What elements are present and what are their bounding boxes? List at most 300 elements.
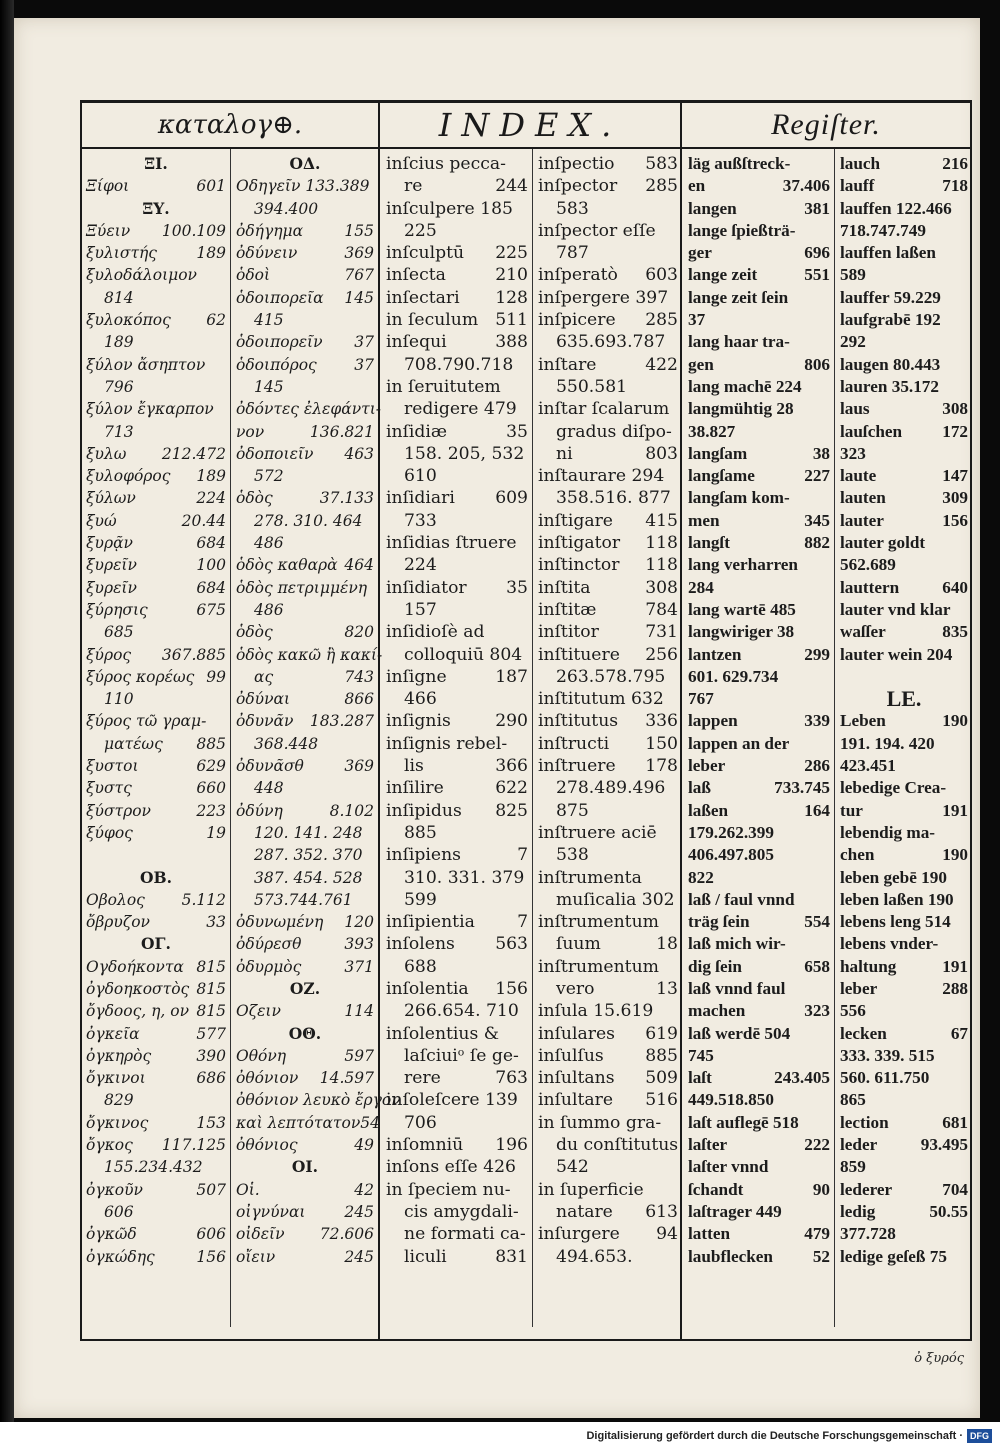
entry-page-numbers: 323 — [804, 1001, 830, 1021]
index-entry — [840, 933, 968, 955]
german-column-2 — [840, 153, 968, 1268]
entry-term: ledig — [840, 1201, 876, 1221]
index-entry — [236, 510, 374, 532]
entry-term: ὀδυρμὸς — [236, 957, 302, 976]
index-entry — [386, 1134, 528, 1156]
entry-page-numbers: 5.112 — [181, 890, 226, 909]
entry-term: gradus diſpo- — [556, 421, 672, 442]
index-entry — [688, 933, 830, 955]
entry-page-numbers: 308 — [942, 399, 968, 419]
entry-page-numbers: 733.745 — [774, 778, 830, 798]
entry-term: inſpectio — [538, 154, 615, 174]
entry-term: laß — [688, 778, 711, 798]
index-entry — [386, 733, 528, 755]
entry-page-numbers: 369 — [344, 757, 374, 776]
entry-term: lange zeit — [688, 265, 758, 285]
index-entry — [840, 421, 968, 443]
index-entry — [386, 956, 528, 978]
entry-page-numbers: 820 — [344, 623, 374, 642]
entry-term: ſchandt — [688, 1179, 744, 1199]
entry-page-numbers: 509 — [645, 1068, 678, 1089]
index-entry — [236, 242, 374, 264]
entry-term: liculi — [404, 1246, 447, 1267]
entry-term: ledige geſeß 75 — [840, 1246, 947, 1266]
entry-term: inſtaurare 294 — [538, 466, 665, 487]
entry-page-numbers: 597 — [344, 1046, 374, 1065]
digitization-footer — [0, 1422, 1000, 1450]
entry-term: 685 — [104, 623, 134, 642]
entry-term: leber — [840, 978, 878, 998]
entry-page-numbers: 20.44 — [181, 511, 226, 530]
entry-page-numbers: 150 — [645, 733, 678, 754]
entry-term: latten — [688, 1224, 731, 1244]
index-entry — [236, 1067, 374, 1089]
index-entry — [86, 822, 226, 844]
index-entry — [86, 309, 226, 331]
index-entry — [538, 532, 678, 554]
entry-term: lection — [840, 1112, 889, 1132]
entry-page-numbers: 551 — [804, 265, 830, 285]
entry-page-numbers: 37 — [354, 333, 374, 352]
entry-term: ξυστοι — [86, 757, 139, 776]
index-entry — [386, 710, 528, 732]
entry-term: 449.518.850 — [688, 1090, 774, 1110]
index-entry — [688, 510, 830, 532]
entry-term: ὀγκεῖα — [86, 1024, 140, 1043]
entry-page-numbers: 145 — [344, 288, 374, 307]
entry-page-numbers: 52 — [812, 1246, 830, 1266]
entry-term: ὀδύνη — [236, 801, 283, 820]
index-entry — [688, 153, 830, 175]
index-entry — [688, 309, 830, 331]
entry-term: 189 — [104, 333, 134, 352]
entry-term: vero — [556, 978, 595, 999]
entry-term: 266.654. 710 — [404, 1001, 519, 1022]
index-entry — [386, 465, 528, 487]
entry-page-numbers: 286 — [804, 756, 830, 776]
index-entry — [840, 666, 968, 688]
index-entry — [538, 1201, 678, 1223]
entry-term: ξύστρον — [86, 801, 151, 820]
entry-term: inſipidus — [386, 800, 462, 821]
index-entry — [236, 198, 374, 220]
entry-page-numbers: 156 — [196, 1247, 226, 1266]
index-entry — [688, 354, 830, 376]
entry-page-numbers: 815 — [196, 979, 226, 998]
entry-term: Ογδοήκοντα — [86, 957, 184, 976]
entry-term: 822 — [688, 867, 714, 887]
entry-term: inſtita — [538, 577, 591, 598]
entry-term: 542 — [556, 1157, 589, 1178]
entry-term: inſperatò — [538, 265, 618, 286]
column-divider — [532, 149, 533, 1327]
entry-page-numbers: 285 — [645, 310, 678, 331]
index-entry — [86, 175, 226, 197]
index-entry — [688, 666, 830, 688]
index-entry — [86, 777, 226, 799]
index-entry — [840, 198, 968, 220]
entry-page-numbers: 393 — [344, 935, 374, 954]
entry-term: lederer — [840, 1179, 893, 1199]
entry-term: ΟΒ. — [140, 867, 172, 887]
entry-page-numbers: 681 — [942, 1112, 968, 1132]
index-entry — [86, 644, 226, 666]
entry-term: ὀδυνωμένη — [236, 913, 324, 932]
index-entry — [840, 287, 968, 309]
entry-term: lauten — [840, 488, 886, 508]
entry-page-numbers: 422 — [645, 354, 678, 375]
entry-term: inſpector eſſe — [538, 220, 656, 241]
entry-term: men — [688, 510, 720, 530]
index-entry — [236, 421, 374, 443]
index-entry — [538, 465, 678, 487]
entry-term: Οβολος — [86, 890, 145, 909]
index-entry — [86, 1223, 226, 1245]
entry-page-numbers: 885 — [645, 1045, 678, 1066]
entry-page-numbers: 37.133 — [319, 489, 374, 508]
entry-term: cis amygdali- — [404, 1201, 519, 1222]
entry-term: 284 — [688, 577, 714, 597]
entry-term: οἰγνύναι — [236, 1202, 306, 1221]
entry-page-numbers: 763 — [495, 1068, 528, 1089]
entry-term: 635.693.787 — [556, 332, 666, 353]
index-entry — [688, 1045, 830, 1067]
register-header: Regiſter. — [771, 108, 881, 141]
index-entry — [538, 554, 678, 576]
entry-term: 423.451 — [840, 756, 896, 776]
dfg-logo: DFG — [967, 1429, 992, 1443]
index-entry — [86, 421, 226, 443]
index-entry — [236, 1112, 380, 1134]
entry-page-numbers: 196 — [495, 1135, 528, 1156]
entry-term: 550.581 — [556, 376, 628, 397]
index-entry — [86, 755, 226, 777]
entry-term: 688 — [404, 956, 437, 977]
entry-term: ὀθόνιον λευκὸ ἔργον — [236, 1091, 401, 1110]
index-entry — [386, 487, 528, 509]
index-entry — [236, 956, 374, 978]
index-entry — [688, 465, 830, 487]
index-entry — [688, 175, 830, 197]
entry-page-numbers: 743 — [344, 667, 374, 686]
index-entry — [86, 1045, 226, 1067]
entry-term: lauch — [840, 154, 881, 173]
index-entry — [840, 465, 968, 487]
entry-term: in ſeculum — [386, 310, 479, 331]
entry-term: 323 — [840, 443, 866, 463]
index-entry — [236, 1023, 374, 1045]
entry-page-numbers: 216 — [942, 154, 968, 173]
entry-page-numbers: 189 — [196, 244, 226, 263]
entry-page-numbers: 224 — [196, 489, 226, 508]
index-entry — [840, 710, 968, 732]
entry-term: inſequi — [386, 332, 447, 353]
index-entry — [840, 911, 968, 933]
entry-term: dig ſein — [688, 956, 742, 976]
index-entry — [840, 956, 968, 978]
entry-term: langwiriger 38 — [688, 622, 795, 642]
entry-term: ὄγκινοι — [86, 1069, 146, 1088]
index-entry — [236, 398, 382, 420]
index-entry — [688, 621, 830, 643]
entry-term: inſultans — [538, 1068, 615, 1089]
entry-term: waſſer — [840, 622, 886, 642]
entry-page-numbers: 686 — [196, 1069, 226, 1088]
index-entry — [86, 354, 226, 376]
index-entry — [840, 1223, 968, 1245]
entry-page-numbers: 191 — [942, 956, 968, 976]
entry-term: inſulares — [538, 1023, 615, 1044]
entry-term: langſame — [688, 466, 755, 486]
entry-term: inſurgere — [538, 1224, 620, 1245]
entry-page-numbers: 866 — [344, 690, 374, 709]
entry-term: du conſtitutus — [556, 1135, 679, 1156]
entry-page-numbers: 831 — [495, 1246, 528, 1267]
index-entry — [840, 220, 968, 242]
catchword: ὀ ξυρός — [914, 1351, 964, 1366]
entry-term: ὀδοποιεῖν — [236, 444, 314, 463]
entry-term: inſoleſcere 139 — [386, 1090, 518, 1111]
entry-page-numbers: 118 — [645, 555, 678, 576]
entry-term: ὄγδοος, η, ον — [86, 1002, 190, 1021]
entry-term: laß werdē 504 — [688, 1023, 791, 1043]
entry-page-numbers: 511 — [495, 310, 528, 331]
index-entry — [236, 577, 374, 599]
index-entry — [386, 1156, 528, 1178]
entry-term: inſipiens — [386, 845, 461, 866]
index-entry — [538, 911, 678, 933]
index-entry — [688, 1000, 830, 1022]
entry-term: 486 — [254, 600, 284, 619]
entry-term: ξύρος τῶ γραμ- — [86, 712, 207, 731]
index-entry — [386, 398, 528, 420]
index-entry — [86, 1246, 226, 1268]
entry-term: ὀγδοηκοστὸς — [86, 979, 190, 998]
footer-credit: Digitalisierung gefördert durch die Deutsche Forschungsgemeinschaft · — [586, 1430, 963, 1442]
entry-term: inſtitæ — [538, 599, 597, 620]
index-entry — [840, 844, 968, 866]
entry-page-numbers: 191 — [942, 800, 968, 820]
entry-page-numbers: 784 — [645, 599, 678, 620]
entry-page-numbers: 189 — [196, 467, 226, 486]
index-entry — [840, 175, 968, 197]
latin-column-1 — [386, 153, 528, 1268]
index-entry — [538, 956, 678, 978]
entry-page-numbers: 390 — [196, 1046, 226, 1065]
entry-term: 875 — [556, 800, 589, 821]
entry-term: 179.262.399 — [688, 822, 774, 842]
section-divider — [378, 103, 380, 1339]
entry-term: lantzen — [688, 644, 742, 664]
entry-term: Οδηγεῖν 133.389 — [236, 177, 370, 196]
index-entry — [538, 844, 678, 866]
entry-page-numbers: 806 — [804, 354, 830, 374]
entry-page-numbers: 147 — [942, 466, 968, 486]
index-entry — [840, 1134, 968, 1156]
entry-term: 157 — [404, 599, 437, 620]
index-entry — [236, 911, 374, 933]
index-entry — [386, 153, 528, 175]
index-entry — [538, 777, 678, 799]
entry-term: inſultare — [538, 1090, 614, 1111]
index-entry — [386, 933, 528, 955]
index-entry — [236, 844, 374, 866]
entry-page-numbers: 100.109 — [161, 221, 226, 240]
entry-term: lauter wein 204 — [840, 644, 953, 664]
index-entry — [386, 1045, 528, 1067]
entry-term: 745 — [688, 1045, 714, 1065]
entry-term: ξυλιστής — [86, 244, 157, 263]
index-entry — [538, 421, 678, 443]
index-entry — [688, 287, 830, 309]
index-entry — [386, 1201, 528, 1223]
index-entry — [86, 264, 226, 286]
index-entry — [538, 822, 678, 844]
index-entry — [688, 733, 830, 755]
entry-term: 120. 141. 248 — [254, 823, 363, 842]
entry-term: inſula 15.619 — [538, 1001, 654, 1022]
entry-term: lang haar tra- — [688, 332, 790, 352]
index-entry — [688, 376, 830, 398]
entry-term: inſidias ſtruere — [386, 533, 517, 554]
index-entry — [236, 465, 374, 487]
index-entry — [86, 1089, 226, 1111]
entry-term: ξυστς — [86, 779, 132, 798]
index-entry — [688, 1112, 830, 1134]
index-entry — [386, 242, 528, 264]
index-entry — [86, 889, 226, 911]
index-entry — [386, 844, 528, 866]
entry-term: 589 — [840, 265, 866, 285]
scan-edge — [0, 0, 14, 1450]
entry-term: leder — [840, 1135, 878, 1155]
index-entry — [86, 1156, 226, 1178]
index-entry — [386, 644, 528, 666]
entry-term: lauttern — [840, 577, 900, 597]
entry-term: ὁδὸς — [236, 489, 273, 508]
index-entry — [538, 1045, 678, 1067]
index-entry — [840, 1156, 968, 1178]
entry-term: 158. 205, 532 — [404, 443, 525, 464]
entry-term: inſcius pecca- — [386, 154, 506, 174]
index-entry — [236, 688, 374, 710]
index-entry — [688, 1156, 830, 1178]
index-entry — [840, 376, 968, 398]
index-entry — [840, 755, 968, 777]
index-entry — [86, 510, 226, 532]
entry-page-numbers: 178 — [645, 756, 678, 777]
index-entry — [840, 532, 968, 554]
index-entry — [538, 398, 678, 420]
index-entry — [688, 398, 830, 420]
entry-term: inſulſus — [538, 1045, 604, 1066]
entry-term: 406.497.805 — [688, 845, 774, 865]
index-entry — [840, 777, 968, 799]
entry-term: inſtare — [538, 354, 597, 375]
entry-page-numbers: 516 — [645, 1090, 678, 1111]
entry-term: in ſpeciem nu- — [386, 1179, 511, 1200]
index-entry — [538, 1179, 678, 1201]
index-entry — [688, 220, 830, 242]
entry-page-numbers: 99 — [206, 667, 226, 686]
entry-page-numbers: 153 — [196, 1113, 226, 1132]
index-entry — [688, 264, 830, 286]
entry-page-numbers: 155 — [344, 221, 374, 240]
entry-term: 583 — [556, 198, 589, 219]
entry-term: 333. 339. 515 — [840, 1045, 935, 1065]
index-entry — [840, 1045, 968, 1067]
index-entry — [386, 354, 528, 376]
entry-term: laſciuiᵒ ſe ge- — [404, 1045, 519, 1066]
entry-term: ξύλον ἄσηπτον — [86, 355, 206, 374]
index-entry — [688, 198, 830, 220]
entry-page-numbers: 183.287 — [309, 712, 374, 731]
entry-term: ὄβρυζον — [86, 913, 150, 932]
entry-page-numbers: 156 — [942, 510, 968, 530]
index-entry — [840, 1112, 968, 1134]
entry-page-numbers: 658 — [804, 956, 830, 976]
entry-term: langſam — [688, 443, 748, 463]
entry-term: ὁδὸς κακῶ ἢ κακί- — [236, 645, 383, 664]
index-entry — [386, 621, 528, 643]
entry-term: inſipientia — [386, 912, 475, 933]
index-entry — [840, 264, 968, 286]
entry-page-numbers: 7 — [517, 912, 528, 933]
entry-term: inſtitor — [538, 622, 599, 643]
entry-term: 368.448 — [254, 734, 319, 753]
entry-term: lauffer 59.229 — [840, 287, 941, 307]
index-entry — [86, 621, 226, 643]
index-entry — [236, 264, 374, 286]
index-entry — [236, 376, 374, 398]
index-entry — [538, 889, 678, 911]
index-entry — [688, 554, 830, 576]
entry-page-numbers: 118 — [645, 533, 678, 554]
index-entry — [840, 599, 968, 621]
entry-term: 263.578.795 — [556, 666, 666, 687]
index-entry — [840, 621, 968, 643]
entry-term: inſtruere — [538, 756, 616, 777]
entry-page-numbers: 309 — [942, 488, 968, 508]
index-entry — [86, 577, 226, 599]
entry-term: inſidioſè ad — [386, 622, 485, 643]
entry-term: 885 — [404, 822, 437, 843]
entry-term: ξυλοκόπος — [86, 311, 171, 330]
entry-page-numbers: 619 — [645, 1023, 678, 1044]
index-entry — [840, 1246, 968, 1268]
entry-term: ξυρᾷν — [86, 534, 133, 553]
index-entry — [236, 599, 374, 621]
index-entry — [840, 443, 968, 465]
index-entry — [538, 800, 678, 822]
entry-term: 706 — [404, 1112, 437, 1133]
entry-term: laſter vnnd — [688, 1157, 769, 1177]
entry-term: laß / faul vnnd — [688, 889, 795, 909]
index-entry — [688, 577, 830, 599]
entry-page-numbers: 684 — [196, 578, 226, 597]
entry-term: Οἱ. — [236, 1180, 260, 1199]
index-entry — [688, 755, 830, 777]
entry-page-numbers: 603 — [645, 265, 678, 286]
index-entry — [86, 844, 226, 866]
entry-term: οἴειν — [236, 1247, 276, 1266]
entry-term: 562.689 — [840, 555, 896, 575]
entry-page-numbers: 128 — [495, 287, 528, 308]
index-entry — [236, 354, 374, 376]
index-entry — [86, 867, 226, 889]
index-entry — [386, 376, 528, 398]
entry-term: Ξίφοι — [86, 177, 130, 196]
